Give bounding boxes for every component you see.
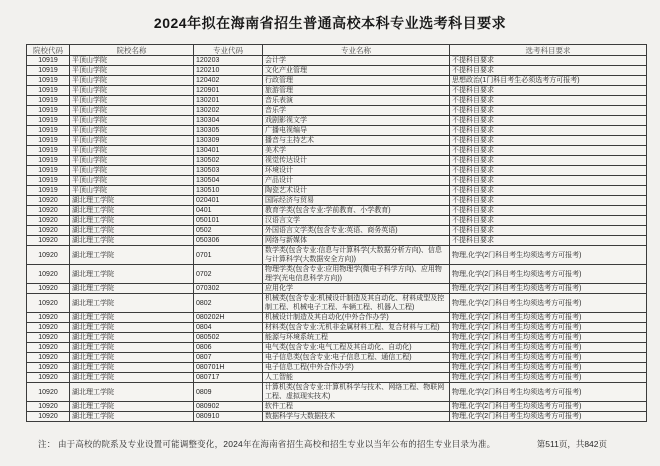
table-cell: 130401 xyxy=(194,146,263,156)
table-cell: 物理,化学(2门科目考生均须选考方可报考) xyxy=(450,313,647,323)
table-row xyxy=(27,226,647,236)
table-row xyxy=(27,294,647,313)
table-cell: 湖北理工学院 xyxy=(70,373,194,383)
table-cell: 10919 xyxy=(27,106,70,116)
table-cell: 10920 xyxy=(27,226,70,236)
table-cell: 080202H xyxy=(194,313,263,323)
table-cell: 环境设计 xyxy=(263,166,450,176)
page-footer xyxy=(38,438,607,450)
table-cell: 湖北理工学院 xyxy=(70,353,194,363)
table-cell: 机械类(包含专业:机械设计制造及其自动化、材料成型及控制工程、机械电子工程、车辆工程、机器人工程) xyxy=(263,294,450,313)
table-cell: 音乐学 xyxy=(263,106,450,116)
table-cell: 物理,化学(2门科目考生均须选考方可报考) xyxy=(450,333,647,343)
table-cell: 080910 xyxy=(194,412,263,422)
table-row xyxy=(27,313,647,323)
table-cell: 不提科目要求 xyxy=(450,196,647,206)
table-row xyxy=(27,216,647,226)
table-row xyxy=(27,56,647,66)
table-cell: 10919 xyxy=(27,76,70,86)
table-row xyxy=(27,156,647,166)
table-cell: 物理学类(包含专业:应用物理学(微电子科学方向)、应用物理学(光电信息科学方向)) xyxy=(263,265,450,284)
table-cell: 物理,化学(2门科目考生均须选考方可报考) xyxy=(450,383,647,402)
table-cell: 平顶山学院 xyxy=(70,146,194,156)
table-row xyxy=(27,236,647,246)
table-cell: 不提科目要求 xyxy=(450,106,647,116)
table-cell: 10920 xyxy=(27,402,70,412)
table-cell: 戏剧影视文学 xyxy=(263,116,450,126)
table-cell: 10920 xyxy=(27,284,70,294)
table-cell: 湖北理工学院 xyxy=(70,313,194,323)
table-cell: 教育学类(包含专业:学前教育、小学教育) xyxy=(263,206,450,216)
table-cell: 物理,化学(2门科目考生均须选考方可报考) xyxy=(450,353,647,363)
table-cell: 10920 xyxy=(27,323,70,333)
table-row xyxy=(27,333,647,343)
table-row xyxy=(27,284,647,294)
table-cell: 汉语言文学 xyxy=(263,216,450,226)
table-cell: 产品设计 xyxy=(263,176,450,186)
table-row xyxy=(27,136,647,146)
table-row xyxy=(27,402,647,412)
table-cell: 湖北理工学院 xyxy=(70,265,194,284)
table-cell: 平顶山学院 xyxy=(70,166,194,176)
table-cell: 10920 xyxy=(27,333,70,343)
table-cell: 0806 xyxy=(194,343,263,353)
table-cell: 0401 xyxy=(194,206,263,216)
table-row xyxy=(27,206,647,216)
table-cell: 数据科学与大数据技术 xyxy=(263,412,450,422)
table-row xyxy=(27,265,647,284)
table-cell: 130503 xyxy=(194,166,263,176)
table-cell: 10920 xyxy=(27,294,70,313)
table-cell: 080717 xyxy=(194,373,263,383)
table-cell: 湖北理工学院 xyxy=(70,246,194,265)
table-cell: 不提科目要求 xyxy=(450,126,647,136)
table-cell: 不提科目要求 xyxy=(450,166,647,176)
table-cell: 播音与主持艺术 xyxy=(263,136,450,146)
table-row xyxy=(27,363,647,373)
table-row xyxy=(27,373,647,383)
table-cell: 湖北理工学院 xyxy=(70,216,194,226)
table-cell: 10920 xyxy=(27,236,70,246)
table-row xyxy=(27,66,647,76)
table-cell: 应用化学 xyxy=(263,284,450,294)
table-cell: 平顶山学院 xyxy=(70,66,194,76)
column-header: 院校名称 xyxy=(70,45,194,56)
table-cell: 020401 xyxy=(194,196,263,206)
table-cell: 10919 xyxy=(27,176,70,186)
subject-requirements-table xyxy=(26,44,647,422)
table-cell: 不提科目要求 xyxy=(450,206,647,216)
table-cell: 10920 xyxy=(27,383,70,402)
table-cell: 平顶山学院 xyxy=(70,176,194,186)
table-cell: 湖北理工学院 xyxy=(70,236,194,246)
table-cell: 人工智能 xyxy=(263,373,450,383)
table-cell: 不提科目要求 xyxy=(450,216,647,226)
table-cell: 平顶山学院 xyxy=(70,116,194,126)
table-cell: 不提科目要求 xyxy=(450,186,647,196)
table-cell: 10920 xyxy=(27,373,70,383)
table-row xyxy=(27,186,647,196)
table-row xyxy=(27,76,647,86)
table-cell: 平顶山学院 xyxy=(70,76,194,86)
table-cell: 物理,化学(2门科目考生均须选考方可报考) xyxy=(450,323,647,333)
table-row xyxy=(27,96,647,106)
table-cell: 10920 xyxy=(27,343,70,353)
table-cell: 0702 xyxy=(194,265,263,284)
table-cell: 湖北理工学院 xyxy=(70,333,194,343)
table-cell: 130504 xyxy=(194,176,263,186)
table-cell: 10919 xyxy=(27,146,70,156)
table-cell: 湖北理工学院 xyxy=(70,402,194,412)
column-header: 选考科目要求 xyxy=(450,45,647,56)
table-body xyxy=(27,56,647,422)
table-row xyxy=(27,176,647,186)
table-cell: 130201 xyxy=(194,96,263,106)
table-cell: 10919 xyxy=(27,86,70,96)
table-cell: 10920 xyxy=(27,216,70,226)
table-row xyxy=(27,86,647,96)
table-cell: 130502 xyxy=(194,156,263,166)
table-cell: 行政管理 xyxy=(263,76,450,86)
table-cell: 050101 xyxy=(194,216,263,226)
table-cell: 120901 xyxy=(194,86,263,96)
table-cell: 10920 xyxy=(27,363,70,373)
table-cell: 070302 xyxy=(194,284,263,294)
table-cell: 不提科目要求 xyxy=(450,236,647,246)
table-cell: 10920 xyxy=(27,246,70,265)
table-cell: 不提科目要求 xyxy=(450,156,647,166)
table-cell: 湖北理工学院 xyxy=(70,383,194,402)
table-cell: 平顶山学院 xyxy=(70,126,194,136)
table-cell: 0802 xyxy=(194,294,263,313)
table-row xyxy=(27,323,647,333)
table-row xyxy=(27,412,647,422)
table-cell: 不提科目要求 xyxy=(450,176,647,186)
table-cell: 湖北理工学院 xyxy=(70,284,194,294)
column-header: 专业代码 xyxy=(194,45,263,56)
table-cell: 0502 xyxy=(194,226,263,236)
table-row xyxy=(27,196,647,206)
table-cell: 10919 xyxy=(27,116,70,126)
table-cell: 美术学 xyxy=(263,146,450,156)
table-cell: 电气类(包含专业:电气工程及其自动化、自动化) xyxy=(263,343,450,353)
footer-note: 注： 由于高校的院系及专业设置可能调整变化，2024年在海南省招生高校和招生专业以当年公布的招生专业目录为准。 xyxy=(38,439,496,449)
table-row xyxy=(27,106,647,116)
table-cell: 平顶山学院 xyxy=(70,136,194,146)
table-cell: 平顶山学院 xyxy=(70,96,194,106)
table-cell: 080701H xyxy=(194,363,263,373)
table-cell: 10920 xyxy=(27,353,70,363)
table-cell: 10919 xyxy=(27,56,70,66)
table-cell: 国际经济与贸易 xyxy=(263,196,450,206)
table-cell: 10919 xyxy=(27,136,70,146)
table-cell: 平顶山学院 xyxy=(70,86,194,96)
table-cell: 机械设计制造及其自动化(中外合作办学) xyxy=(263,313,450,323)
table-cell: 湖北理工学院 xyxy=(70,343,194,353)
table-cell: 外国语言文学类(包含专业:英语、商务英语) xyxy=(263,226,450,236)
table-cell: 130202 xyxy=(194,106,263,116)
column-header: 专业名称 xyxy=(263,45,450,56)
table-row xyxy=(27,146,647,156)
table-cell: 湖北理工学院 xyxy=(70,206,194,216)
table-cell: 会计学 xyxy=(263,56,450,66)
table-cell: 不提科目要求 xyxy=(450,226,647,236)
table-cell: 10920 xyxy=(27,265,70,284)
table-row xyxy=(27,116,647,126)
table-cell: 120210 xyxy=(194,66,263,76)
table-cell: 湖北理工学院 xyxy=(70,323,194,333)
table-cell: 物理,化学(2门科目考生均须选考方可报考) xyxy=(450,412,647,422)
table-cell: 物理,化学(2门科目考生均须选考方可报考) xyxy=(450,284,647,294)
table-cell: 物理,化学(2门科目考生均须选考方可报考) xyxy=(450,294,647,313)
table-cell: 10920 xyxy=(27,313,70,323)
table-cell: 10919 xyxy=(27,96,70,106)
table-cell: 10919 xyxy=(27,156,70,166)
table-cell: 湖北理工学院 xyxy=(70,226,194,236)
table-row xyxy=(27,166,647,176)
table-cell: 不提科目要求 xyxy=(450,146,647,156)
table-cell: 软件工程 xyxy=(263,402,450,412)
table-cell: 0807 xyxy=(194,353,263,363)
table-cell: 湖北理工学院 xyxy=(70,196,194,206)
table-cell: 广播电视编导 xyxy=(263,126,450,136)
table-cell: 物理,化学(2门科目考生均须选考方可报考) xyxy=(450,265,647,284)
table-cell: 130305 xyxy=(194,126,263,136)
table-cell: 120402 xyxy=(194,76,263,86)
table-cell: 不提科目要求 xyxy=(450,136,647,146)
table-cell: 130510 xyxy=(194,186,263,196)
table-cell: 湖北理工学院 xyxy=(70,412,194,422)
table-cell: 0809 xyxy=(194,383,263,402)
table-cell: 10920 xyxy=(27,196,70,206)
table-cell: 120203 xyxy=(194,56,263,66)
table-cell: 10919 xyxy=(27,66,70,76)
column-header: 院校代码 xyxy=(27,45,70,56)
table-cell: 080502 xyxy=(194,333,263,343)
table-cell: 130304 xyxy=(194,116,263,126)
table-cell: 不提科目要求 xyxy=(450,96,647,106)
table-row xyxy=(27,383,647,402)
table-cell: 计算机类(包含专业:计算机科学与技术、网络工程、物联网工程、虚拟现实技术) xyxy=(263,383,450,402)
table-cell: 平顶山学院 xyxy=(70,56,194,66)
table-cell: 能源与环境系统工程 xyxy=(263,333,450,343)
table-cell: 湖北理工学院 xyxy=(70,363,194,373)
table-cell: 130309 xyxy=(194,136,263,146)
table-cell: 不提科目要求 xyxy=(450,86,647,96)
table-cell: 音乐表演 xyxy=(263,96,450,106)
table-cell: 10919 xyxy=(27,126,70,136)
table-cell: 物理,化学(2门科目考生均须选考方可报考) xyxy=(450,343,647,353)
table-cell: 网络与新媒体 xyxy=(263,236,450,246)
table-cell: 数学类(包含专业:信息与计算科学(大数据分析方向)、信息与计算科学(大数据安全方向)) xyxy=(263,246,450,265)
table-row xyxy=(27,343,647,353)
table-cell: 080902 xyxy=(194,402,263,412)
table-cell: 陶瓷艺术设计 xyxy=(263,186,450,196)
table-cell: 不提科目要求 xyxy=(450,56,647,66)
table-cell: 物理,化学(2门科目考生均须选考方可报考) xyxy=(450,402,647,412)
table-cell: 物理,化学(2门科目考生均须选考方可报考) xyxy=(450,363,647,373)
table-cell: 不提科目要求 xyxy=(450,66,647,76)
table-header-row xyxy=(27,45,647,56)
table-row xyxy=(27,126,647,136)
table-cell: 湖北理工学院 xyxy=(70,294,194,313)
table-cell: 视觉传达设计 xyxy=(263,156,450,166)
table-cell: 材料类(包含专业:无机非金属材料工程、复合材料与工程) xyxy=(263,323,450,333)
table-cell: 10919 xyxy=(27,166,70,176)
table-cell: 10920 xyxy=(27,206,70,216)
table-cell: 文化产业管理 xyxy=(263,66,450,76)
page-title: 2024年拟在海南省招生普通高校本科专业选考科目要求 xyxy=(153,15,507,31)
table-cell: 10919 xyxy=(27,186,70,196)
table-cell: 电子信息工程(中外合作办学) xyxy=(263,363,450,373)
table-cell: 0701 xyxy=(194,246,263,265)
table-cell: 0804 xyxy=(194,323,263,333)
page-number: 第511页，共842页 xyxy=(536,439,607,449)
table-cell: 电子信息类(包含专业:电子信息工程、通信工程) xyxy=(263,353,450,363)
table-cell: 平顶山学院 xyxy=(70,106,194,116)
table-cell: 物理,化学(2门科目考生均须选考方可报考) xyxy=(450,246,647,265)
table-cell: 物理,化学(2门科目考生均须选考方可报考) xyxy=(450,373,647,383)
table-cell: 不提科目要求 xyxy=(450,116,647,126)
table-row xyxy=(27,246,647,265)
table-cell: 10920 xyxy=(27,412,70,422)
table-row xyxy=(27,353,647,363)
table-cell: 旅游管理 xyxy=(263,86,450,96)
table-cell: 思想政治(1门科目考生必须选考方可报考) xyxy=(450,76,647,86)
table-cell: 平顶山学院 xyxy=(70,156,194,166)
table-cell: 平顶山学院 xyxy=(70,186,194,196)
table-cell: 050306 xyxy=(194,236,263,246)
